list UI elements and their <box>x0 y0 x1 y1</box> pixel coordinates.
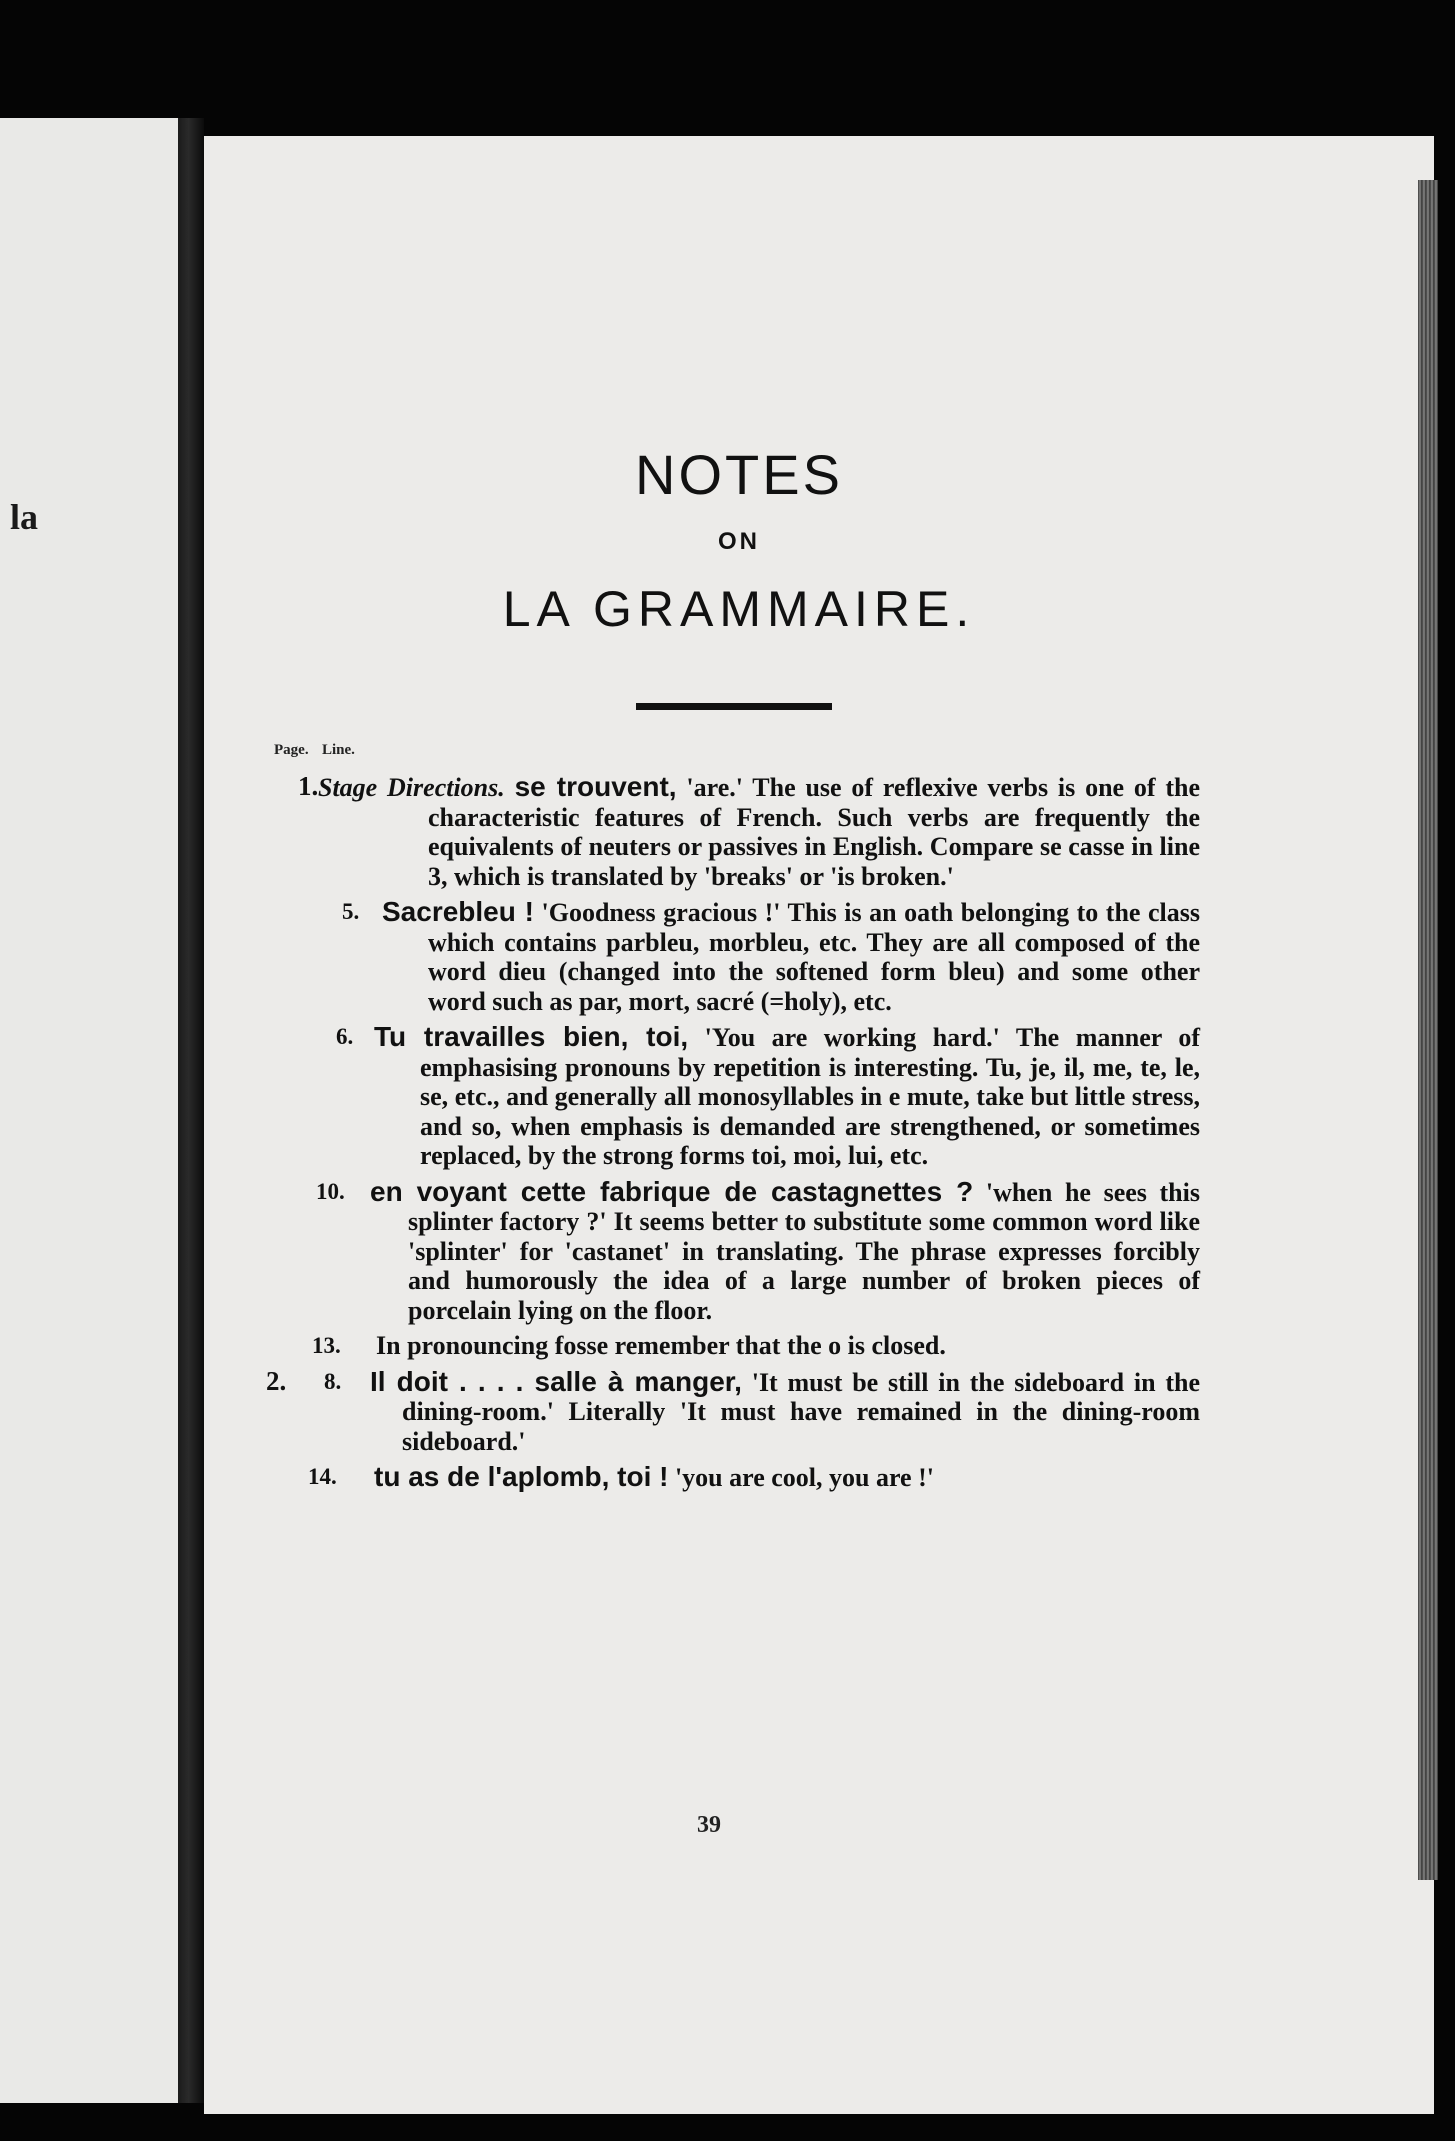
column-header-page: Page. <box>274 742 309 758</box>
note-line-number: 6. <box>336 1024 354 1049</box>
note-entry <box>270 1462 1200 1493</box>
note-text: 'It must be still in the sideboard in the dining-room.' Literally 'It must have remained in the dining-room sideboard.' <box>402 1367 1201 1456</box>
note-line-number: 8. <box>324 1368 342 1394</box>
note-lead: Stage Directions. <box>318 773 505 802</box>
title-connector: ON <box>718 528 760 555</box>
note-entry <box>266 1365 1201 1457</box>
note-text: In pronouncing fosse remember that the o is closed. <box>376 1331 946 1360</box>
note-line-number: 14. <box>308 1464 337 1489</box>
notes-list <box>266 771 1201 1499</box>
note-page-number: 2. <box>266 1365 287 1396</box>
note-entry <box>270 1022 1200 1171</box>
note-text: 'when he sees this splinter factory ?' It seems better to substitute some common word like 'splinter' for 'castanet' in translating. The phrase expresses forcibly and humorously the idea of a large number of broken pieces of porcelain lying on the floor. <box>408 1177 1200 1325</box>
note-text: 'are.' The use of reflexive verbs is one of the characteristic features of French. Such verbs are frequently the equivalents of neuters or passives in English. Compare se casse in line 3, which is translated by 'breaks' or 'is broken.' <box>428 773 1201 891</box>
note-text: 'You are working hard.' The manner of emphasising pronouns by repetition is interesting. Tu, je, il, me, te, le, se, etc., and generally all monosyllables in e mute, take but little stress, and so, when emphasis is demanded are strengthened, or sometimes replaced, by the strong forms toi, moi, lui, etc. <box>420 1023 1201 1170</box>
page-edge <box>1418 180 1438 1880</box>
note-headword: Sacrebleu ! <box>382 896 534 927</box>
note-entry <box>270 1331 1200 1361</box>
note-headword: en voyant cette fabrique de castagnettes ? <box>370 1175 974 1207</box>
note-page-number: 1. <box>298 771 319 801</box>
note-text: 'Goodness gracious !' This is an oath belonging to the class which contains parbleu, morbleu, etc. They are all composed of the word dieu (changed into the softened form bleu) and some other word such as par, mort, sacré (=holy), etc. <box>428 898 1200 1016</box>
note-entry <box>270 1177 1200 1326</box>
book-gutter <box>178 118 204 2103</box>
note-line-number: 13. <box>312 1333 341 1358</box>
title-rule <box>636 703 832 710</box>
note-line-number: 10. <box>316 1178 345 1204</box>
note-line-number: 5. <box>342 899 360 924</box>
note-headword: Il doit . . . . salle à manger, <box>370 1365 742 1397</box>
note-text: 'you are cool, you are !' <box>674 1463 934 1492</box>
page-subtitle: LA GRAMMAIRE. <box>502 581 976 637</box>
column-header-line: Line. <box>322 742 355 758</box>
note-headword: se trouvent, <box>514 771 677 802</box>
note-entry <box>270 897 1200 1016</box>
page-title: NOTES <box>635 443 843 506</box>
page-number: 39 <box>697 1812 721 1838</box>
note-headword: Tu travailles bien, toi, <box>374 1021 689 1052</box>
left-page-fragment: la <box>10 497 39 537</box>
note-headword: tu as de l'aplomb, toi ! <box>374 1461 669 1492</box>
left-page <box>0 118 178 2103</box>
note-entry <box>270 772 1200 891</box>
